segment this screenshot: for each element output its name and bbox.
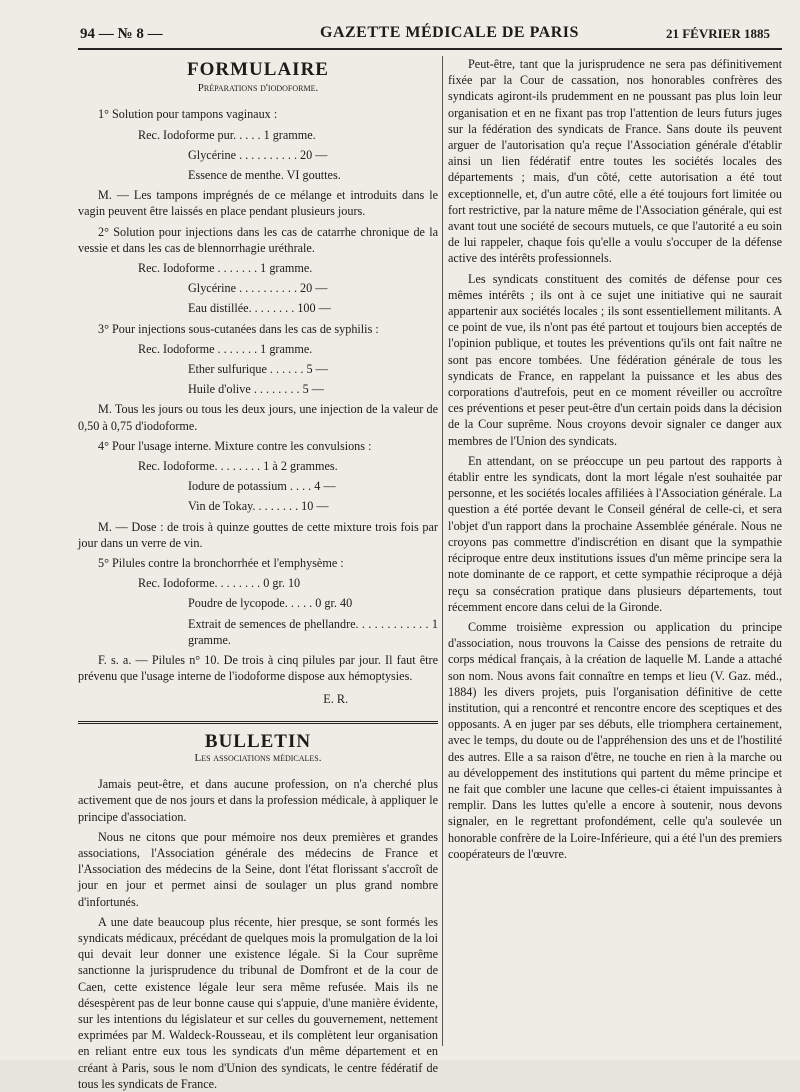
bulletin-paragraph-6: En attendant, on se préoccupe un peu partout des rapports à établir entre les syndicats, dont la mort légale n'est souhaitée par personne, et les sociétés locales affiliées à l'Association générale. La question a été portée devant le Conseil général de celle-ci, et sera l'objet d'un rapport dans la prochaine Assemblée générale. Nous ne croyons pas commettre d'indiscrétion en disant que la sympathie réciproque entre deux institutions issues d'un même principe sera la note dominante de ce rapport, et cette sympathie réciproque a déjà reçu sa consécration pratique dans plusieurs départements, tout récemment encore dans celui de la Gironde.: [448, 453, 782, 614]
journal-title: GAZETTE MÉDICALE DE PARIS: [320, 24, 579, 41]
recipe-2-heading: 2° Solution pour injections dans les cas de catarrhe chronique de la vessie et dans les cas de blennorrhagie uréthrale.: [78, 224, 438, 255]
issue-date: 21 FÉVRIER 1885: [665, 26, 770, 41]
recipe-1-line-1: Rec. Iodoforme pur. . . . . 1 gramme.: [138, 127, 316, 142]
recipe-4-line-2: Iodure de potassium . . . . 4 —: [188, 479, 336, 494]
right-column: [448, 56, 782, 1046]
page-header: [80, 22, 780, 46]
bulletin-title: BULLETIN: [204, 730, 312, 752]
recipe-5-text: F. s. a. — Pilules n° 10. De trois à cinq pilules par jour. Il faut être prévenu que l'usage interne de l'iodoforme dispose aux hémoptysies.: [78, 653, 438, 684]
recipe-2-line-2: Glycérine . . . . . . . . . . 20 —: [188, 281, 328, 296]
recipe-5-line-1: Rec. Iodoforme. . . . . . . . 0 gr. 10: [138, 576, 301, 591]
section-divider: [78, 721, 438, 724]
bulletin-paragraph-7: Comme troisième expression ou application du principe d'association, nous trouvons la Caisse des pensions de retraite du corps médical français, à la création de laquelle M. Lande a attaché son nom. Nous avons fait connaître en temps et lieu (V. Gaz. méd., 1884) les divers projets, puis l'organisation définitive de cette institution, qui a rencontré et rencontre encore des sceptiques et des opposants. A en juger par ses débuts, elle triomphera certainement, avec le temps, du doute ou de l'appréhension des uns et de l'hostilité des autres. Elle a sa raison d'être, ne touche en rien à la marche ou au développement des institutions qui partent du même principe et ne fait que combler une lacune que celles-ci étaient impuissantes à remplir. Dans les luttes qu'elle a encore à soutenir, nous devons signaler, en le regrettant profondément, celle qu'a soulevée un honorable confrère de la Loire-Inférieure, qui a été l'un des premiers coopérateurs de l'œuvre.: [448, 619, 782, 861]
recipe-4-line-3: Vin de Tokay. . . . . . . . 10 —: [188, 499, 329, 514]
recipe-4-heading: 4° Pour l'usage interne. Mixture contre les convulsions :: [98, 438, 372, 453]
recipe-3-line-2: Ether sulfurique . . . . . . 5 —: [188, 362, 328, 377]
recipe-3-heading: 3° Pour injections sous-cutanées dans les cas de syphilis :: [98, 321, 379, 336]
recipe-3-line-3: Huile d'olive . . . . . . . . 5 —: [188, 382, 324, 397]
recipe-3-text: M. Tous les jours ou tous les deux jours, une injection de la valeur de 0,50 à 0,75 d'iodoforme.: [78, 402, 438, 433]
recipe-5-line-2: Poudre de lycopode. . . . . 0 gr. 40: [188, 596, 353, 611]
recipe-1-heading: 1° Solution pour tampons vaginaux :: [98, 107, 278, 122]
header-rule: [78, 48, 782, 50]
recipe-1-line-3: Essence de menthe. VI gouttes.: [188, 168, 341, 183]
recipe-2-line-1: Rec. Iodoforme . . . . . . . 1 gramme.: [138, 261, 313, 276]
recipe-1-text: M. — Les tampons imprégnés de ce mélange et introduits dans le vagin peuvent être laissés en place pendant plusieurs jours.: [78, 188, 438, 219]
bulletin-paragraph-2: Nous ne citons que pour mémoire nos deux premières et grandes associations, l'Association générale des médecins de France et l'Association des médecins de la Seine, dont l'état florissant s'accroît de jour en jour et permet ainsi de soulager un plus grand nombre d'infortunés.: [78, 829, 438, 909]
bulletin-paragraph-4: Peut-être, tant que la jurisprudence ne sera pas définitivement fixée par la Cour de cassation, nos honorables confrères des syndicats agiront-ils prudemment en ne poussant pas plus loin leur organisation et en ne fixant pas trop l'attention de leurs futurs juges sur la fédération des syndicats de France. Sans doute ils peuvent arguer de l'autorisation qu'a reçue l'Association générale d'établir ainsi un lien fédératif entre toutes les sociétés locales des départements ; mais, d'un côté, cette autorisation a été tout exceptionnelle, et, d'un autre côté, elle a été toujours fort limitée ou fort restrictive, par la nature même de l'Association générale, qui est avant tout une société de secours mutuels, ce que l'autorité a eu soin de lui rappeler, chaque fois qu'elle a voulu s'occuper de la défense active des intérêts professionnels.: [448, 57, 782, 266]
recipe-5-line-3: Extrait de semences de phellandre. . . . . . . . . . . . 1 gramme.: [188, 616, 438, 647]
bulletin-subtitle: Les associations médicales.: [194, 751, 322, 764]
recipe-1-line-2: Glycérine . . . . . . . . . . 20 —: [188, 147, 328, 162]
recipe-4-text: M. — Dose : de trois à quinze gouttes de cette mixture trois fois par jour dans un verre de vin.: [78, 519, 438, 550]
left-column: [78, 56, 438, 1091]
bulletin-paragraph-3: A une date beaucoup plus récente, hier presque, se sont formés les syndicats médicaux, précédant de quelques mois la promulgation de la loi qui devait leur donner une existence légale. Si la Cour suprême sanctionne la jurisprudence du tribunal de Domfront et de la cour de Caen, cette existence légale leur sera même refusée. Mais ils ne désespèrent pas de leur bonne cause qui s'appuie, d'une manière évidente, sur les intentions du législateur et sur celles du gouvernement, nettement exprimées par M. Waldeck-Rousseau, et ils complètent leur organisation en reliant entre eux tous les syndicats d'un même département et en créant à Paris, sous le nom d'Union des syndicats, le centre fédératif de tous les syndicats de France.: [78, 914, 438, 1091]
page-number: 94 — № 8 —: [80, 26, 163, 42]
column-separator: [442, 56, 443, 1046]
formulaire-subtitle: Préparations d'iodoforme.: [197, 82, 319, 95]
recipe-4-line-1: Rec. Iodoforme. . . . . . . . 1 à 2 grammes.: [138, 459, 338, 474]
recipe-2-line-3: Eau distillée. . . . . . . . 100 —: [188, 301, 331, 316]
bulletin-paragraph-1: Jamais peut-être, et dans aucune profession, on n'a cherché plus activement que de nos jours et dans la profession médicale, à appliquer le principe d'association.: [78, 777, 438, 824]
recipe-3-line-1: Rec. Iodoforme . . . . . . . 1 gramme.: [138, 341, 313, 356]
formulaire-signature: E. R.: [323, 691, 348, 706]
formulaire-title: FORMULAIRE: [187, 59, 329, 80]
recipe-5-heading: 5° Pilules contre la bronchorrhée et l'emphysème :: [98, 556, 344, 571]
bulletin-paragraph-5: Les syndicats constituent des comités de défense pour ces mêmes intérêts ; ils ont à ce sujet une initiative qui ne saurait appartenir aux sociétés locales ; ils sont essentiellement militants. A ce point de vue, ils n'ont pas été partout et toujours bien acceptés de l'opinion publique, et toutes les préventions qu'ils ont fait naître ne sont pas encore tombées. Une fédération générale de tous les syndicats de France, en rappelant la puissance et les abus des corporations d'autrefois, peut en ce moment réveiller ou accroître ces préventions et peser peut-être d'un certain poids dans la décision de la Cour suprême. Nous croyons devoir signaler ce danger aux membres de l'Union des syndicats.: [448, 271, 782, 448]
